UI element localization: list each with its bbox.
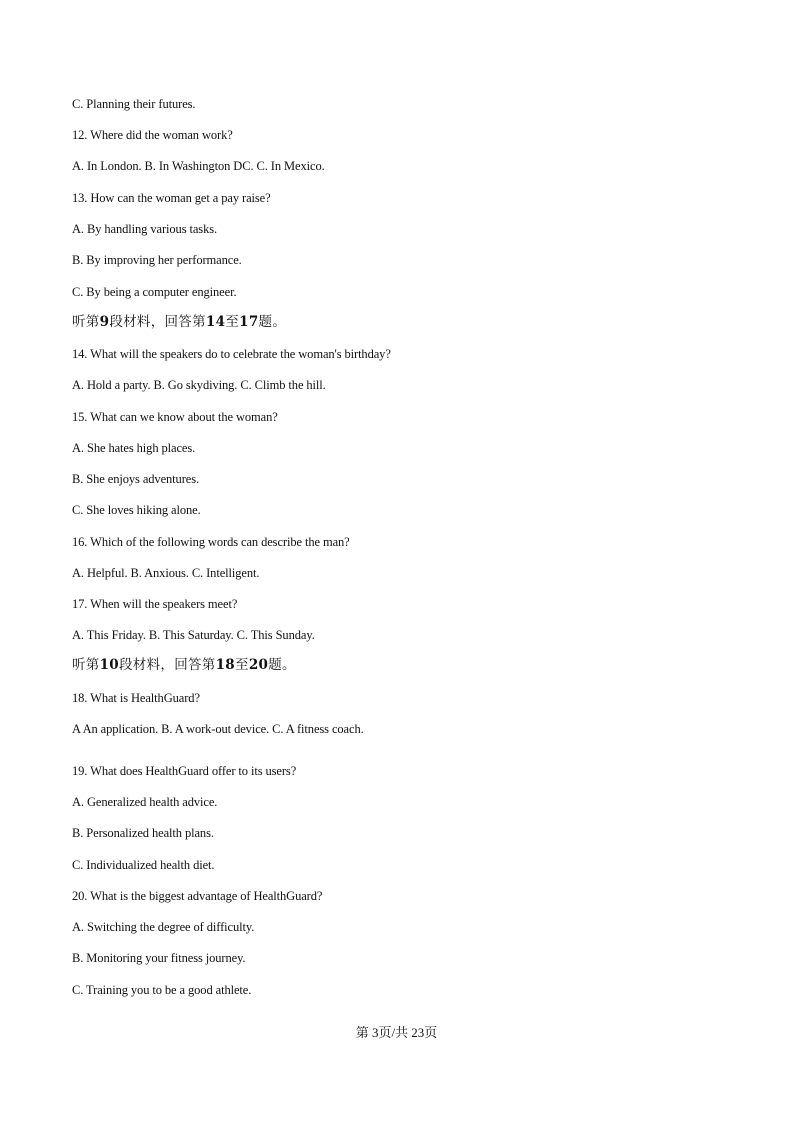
options-14: A. Hold a party. B. Go skydiving. C. Climb the hill. [72, 378, 326, 392]
heading-text: 至 [235, 657, 249, 673]
question-12: 12. Where did the woman work? [72, 128, 233, 142]
heading-text: 段材料，回答第 [119, 657, 216, 673]
heading-text: 题。 [268, 657, 296, 673]
heading-text: 段材料，回答第 [109, 314, 206, 330]
heading-number: 17 [239, 314, 259, 330]
heading-number: 9 [99, 314, 110, 330]
question-13: 13. How can the woman get a pay raise? [72, 191, 271, 205]
heading-text: 听第 [72, 657, 100, 673]
heading-number: 20 [248, 657, 269, 673]
heading-text: 至 [225, 314, 240, 330]
option-15a: A. She hates high places. [72, 441, 196, 455]
question-15: 15. What can we know about the woman? [72, 410, 278, 424]
question-16: 16. Which of the following words can describe the man? [72, 535, 350, 549]
heading-text: 题。 [258, 314, 287, 330]
question-20: 20. What is the biggest advantage of HealthGuard? [72, 889, 323, 903]
option-11c: C. Planning their futures. [72, 97, 196, 111]
options-17: A. This Friday. B. This Saturday. C. This Sunday. [72, 628, 315, 642]
heading-number: 18 [215, 657, 235, 673]
option-20a: A. Switching the degree of difficulty. [72, 920, 255, 934]
heading-number: 14 [205, 314, 226, 330]
options-16: A. Helpful. B. Anxious. C. Intelligent. [72, 566, 260, 580]
option-19a: A. Generalized health advice. [72, 795, 218, 809]
question-18: 18. What is HealthGuard? [72, 691, 200, 705]
question-19: 19. What does HealthGuard offer to its users? [72, 764, 297, 778]
option-19c: C. Individualized health diet. [72, 858, 215, 872]
option-13a: A. By handling various tasks. [72, 222, 218, 236]
option-13b: B. By improving her performance. [72, 253, 242, 267]
options-18: A An application. B. A work-out device. C. A fitness coach. [72, 722, 364, 736]
question-17: 17. When will the speakers meet? [72, 597, 238, 611]
section-heading-9 [72, 314, 286, 330]
option-19b: B. Personalized health plans. [72, 826, 214, 840]
option-13c: C. By being a computer engineer. [72, 285, 237, 299]
option-15b: B. She enjoys adventures. [72, 472, 199, 486]
section-heading-10 [72, 657, 296, 673]
options-12: A. In London. B. In Washington DC. C. In Mexico. [72, 159, 325, 173]
option-20b: B. Monitoring your fitness journey. [72, 951, 246, 965]
option-15c: C. She loves hiking alone. [72, 503, 201, 517]
question-14: 14. What will the speakers do to celebrate the woman's birthday? [72, 347, 391, 361]
heading-number: 10 [99, 657, 119, 673]
page-number-footer: 第 3页/共 23页 [355, 1025, 438, 1040]
option-20c: C. Training you to be a good athlete. [72, 983, 252, 997]
heading-text: 听第 [72, 314, 100, 330]
